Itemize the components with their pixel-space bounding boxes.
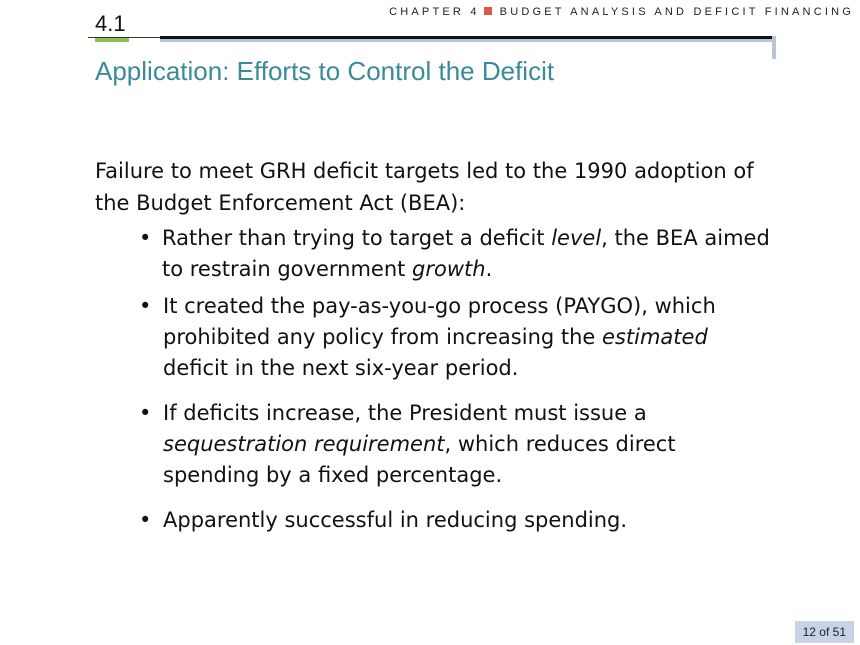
bullet-emphasis: estimated xyxy=(602,325,708,349)
bullet-text: Rather than trying to target a deficit xyxy=(162,226,552,250)
bullet-emphasis: growth xyxy=(412,257,486,281)
bullet-text: , the BEA aimed to restrain government xyxy=(162,226,770,281)
header-rule-shadow-vertical xyxy=(772,36,776,59)
page-number-badge: 12 of 51 xyxy=(795,621,854,643)
list-item xyxy=(95,505,775,536)
header-rule-thin xyxy=(88,37,160,38)
list-item xyxy=(95,223,775,285)
bullet-text: deficit in the next six-year period. xyxy=(163,356,519,380)
list-item xyxy=(95,291,775,384)
header-rule-shadow xyxy=(160,39,776,42)
bullet-text: . xyxy=(485,257,493,281)
bullet-text: If deficits increase, the President must issue a xyxy=(163,401,647,425)
slide-body xyxy=(95,155,775,536)
lead-paragraph: Failure to meet GRH deficit targets led to the 1990 adoption of the Budget Enforcement Act (BEA): xyxy=(95,159,754,215)
bullet-icon: • xyxy=(139,294,152,318)
bullet-emphasis: level xyxy=(551,226,602,250)
section-underline xyxy=(95,38,129,42)
section-number: 4.1 xyxy=(95,11,126,36)
header-rule xyxy=(160,36,772,39)
bullet-emphasis: sequestration requirement xyxy=(163,432,445,456)
list-item xyxy=(95,398,775,491)
chapter-separator-square xyxy=(484,7,492,15)
bullet-text: , which reduces direct spending by a fixed percentage. xyxy=(163,432,676,487)
bullet-list xyxy=(95,223,775,536)
bullet-icon: • xyxy=(139,401,152,425)
bullet-text: It created the pay-as-you-go process (PAYGO), which prohibited any policy from increasing the xyxy=(163,294,716,349)
chapter-header xyxy=(389,6,854,18)
bullet-text: Apparently successful in reducing spending. xyxy=(163,508,628,532)
slide-title: Application: Efforts to Control the Deficit xyxy=(95,56,555,86)
bullet-icon: • xyxy=(139,226,152,250)
chapter-label: CHAPTER 4 xyxy=(389,6,480,18)
chapter-title: BUDGET ANALYSIS AND DEFICIT FINANCING xyxy=(499,6,854,18)
bullet-icon: • xyxy=(139,508,152,532)
